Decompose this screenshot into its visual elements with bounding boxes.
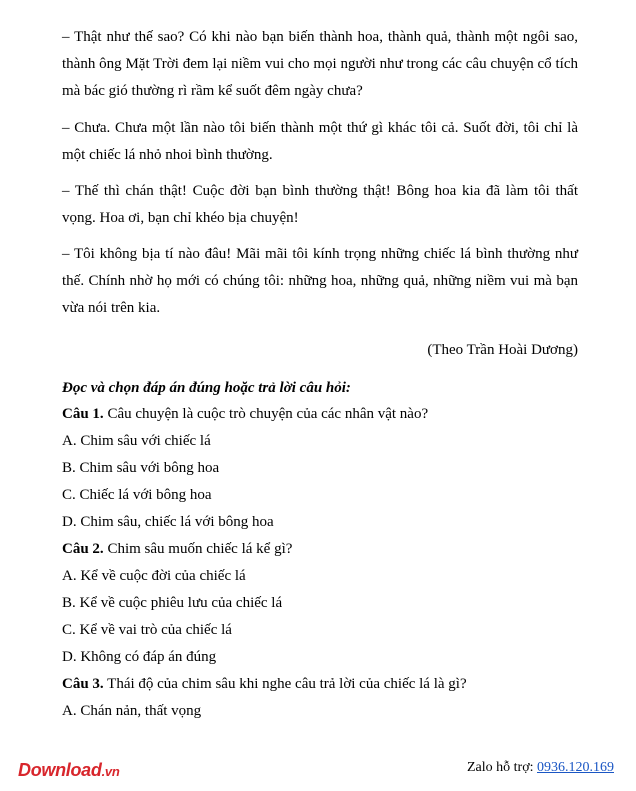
question-2: [62, 539, 292, 559]
question-3-text: Thái độ của chim sâu khi nghe câu trả lời của chiếc lá là gì?: [103, 676, 467, 692]
support-label: Zalo hỗ trợ:: [467, 760, 537, 775]
question-1-option-d: D. Chim sâu, chiếc lá với bông hoa: [62, 514, 274, 530]
question-1-option-b: B. Chim sâu với bông hoa: [62, 460, 220, 476]
question-2-number: Câu 2.: [62, 541, 104, 557]
dialogue-paragraph-2: – Chưa. Chưa một lần nào tôi biến thành một thứ gì khác tôi cả. Suốt đời, tôi chỉ là một chiếc lá nhỏ nhoi bình thường.: [62, 120, 578, 163]
question-1-text: Câu chuyện là cuộc trò chuyện của các nhân vật nào?: [103, 406, 429, 422]
support-phone-link[interactable]: 0936.120.169: [537, 760, 614, 775]
dialogue-paragraph-3: – Thế thì chán thật! Cuộc đời bạn bình thường thật! Bông hoa kia đã làm tôi thất vọng. Hoa ơi, bạn chỉ khéo bịa chuyện!: [62, 183, 578, 226]
question-2-option-b: B. Kể về cuộc phiêu lưu của chiếc lá: [62, 595, 283, 611]
question-2-option-a: A. Kể về cuộc đời của chiếc lá: [62, 568, 246, 584]
question-1: [62, 404, 428, 424]
question-1-number: Câu 1.: [62, 406, 104, 422]
dialogue-paragraph-4: – Tôi không bịa tí nào đâu! Mãi mãi tôi kính trọng những chiếc lá bình thường như thế. Chính nhờ họ mới có chúng tôi: những hoa, những quả, những niềm vui mà bạn vừa nói trên kia.: [62, 246, 578, 316]
instruction-heading: Đọc và chọn đáp án đúng hoặc trả lời câu hỏi:: [62, 380, 351, 396]
question-2-option-d: D. Không có đáp án đúng: [62, 649, 217, 665]
dialogue-paragraph-1: – Thật như thế sao? Có khi nào bạn biến thành hoa, thành quả, thành một ngôi sao, thành ông Mặt Trời đem lại niềm vui cho mọi người như trong các câu chuyện cổ tích mà bác gió thường rì rầm kể suốt đêm ngày chưa?: [62, 29, 578, 99]
question-1-option-c: C. Chiếc lá với bông hoa: [62, 487, 212, 503]
zalo-support: [467, 760, 614, 776]
source-citation: (Theo Trần Hoài Dương): [427, 342, 578, 358]
logo-main-text: Download: [18, 760, 102, 780]
question-3-option-a: A. Chán nản, thất vọng: [62, 703, 202, 719]
question-3: [62, 674, 467, 694]
question-3-number: Câu 3.: [62, 676, 104, 692]
logo-suffix-text: .vn: [101, 764, 120, 779]
download-vn-logo[interactable]: [18, 760, 119, 781]
question-1-option-a: A. Chim sâu với chiếc lá: [62, 433, 211, 449]
question-2-option-c: C. Kể về vai trò của chiếc lá: [62, 622, 232, 638]
question-2-text: Chim sâu muốn chiếc lá kể gì?: [103, 541, 293, 557]
